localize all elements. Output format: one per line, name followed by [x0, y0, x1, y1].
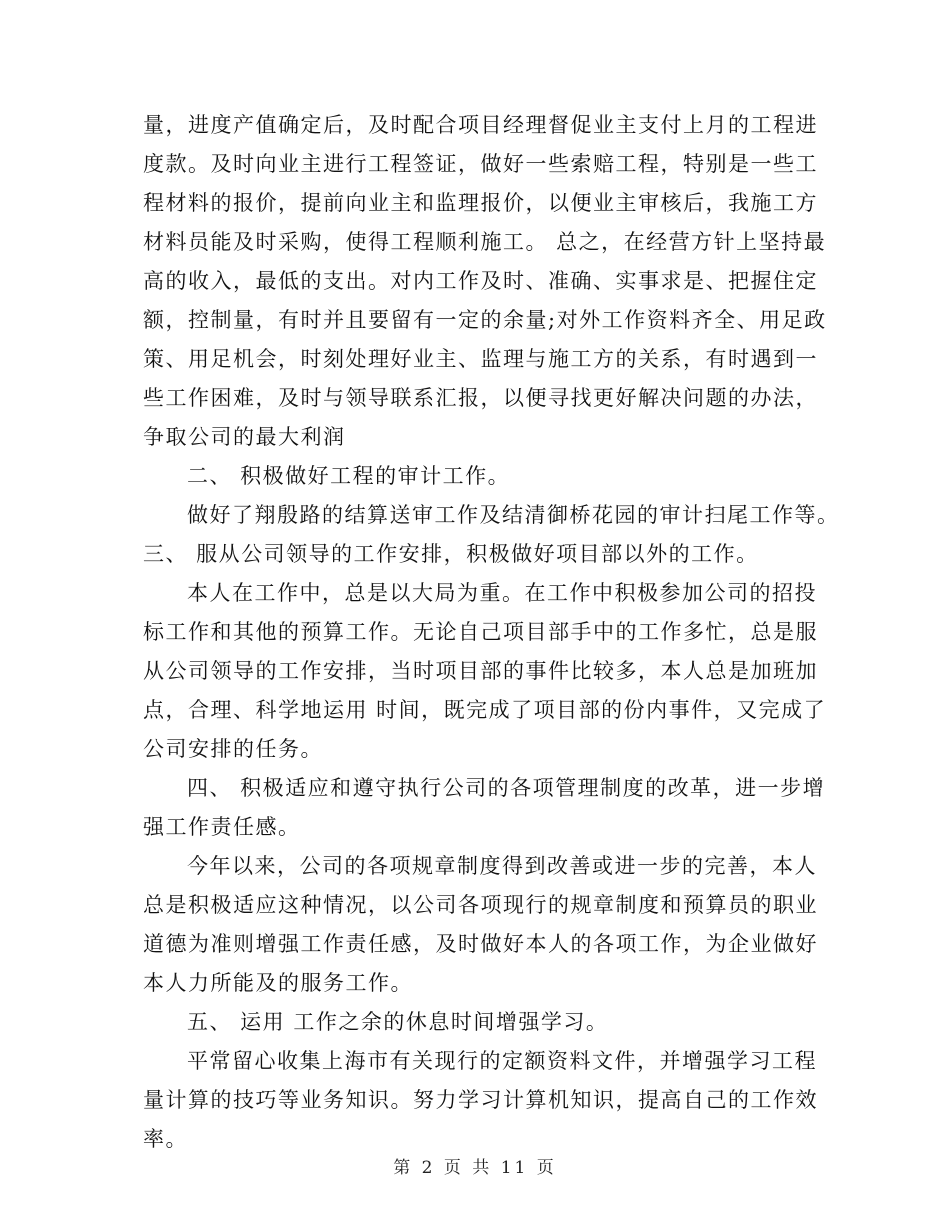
text-line: 四、 积极适应和遵守执行公司的各项管理制度的改革，进一步增: [187, 776, 826, 800]
text-line: 总是积极适应这种情况，以公司各项现行的规章制度和预算员的职业: [143, 893, 818, 917]
text-line: 标工作和其他的预算工作。无论自己项目部手中的工作多忙，总是服: [143, 620, 818, 644]
text-line: 强工作责任感。: [143, 815, 301, 839]
text-line: 道德为准则增强工作责任感，及时做好本人的各项工作，为企业做好: [143, 932, 818, 956]
text-line: 材料员能及时采购，使得工程顺利施工。 总之，在经营方针上坚持最: [143, 230, 827, 254]
text-line: 做好了翔殷路的结算送审工作及结清御桥花园的审计扫尾工作等。: [187, 503, 840, 527]
text-line: 点，合理、科学地运用 时间，既完成了项目部的份内事件，又完成了: [143, 698, 827, 722]
text-line: 量，进度产值确定后，及时配合项目经理督促业主支付上月的工程进: [143, 113, 818, 137]
text-line: 些工作困难，及时与领导联系汇报，以便寻找更好解决问题的办法，: [143, 386, 818, 410]
text-line: 量计算的技巧等业务知识。努力学习计算机知识，提高自己的工作效: [143, 1088, 818, 1112]
text-line: 二、 积极做好工程的审计工作。: [187, 464, 511, 488]
text-line: 本人在工作中，总是以大局为重。在工作中积极参加公司的招投: [187, 581, 817, 605]
document-body: [143, 106, 840, 1159]
text-line: 争取公司的最大利润: [143, 425, 346, 449]
text-line: 度款。及时向业主进行工程签证，做好一些索赔工程，特别是一些工: [143, 152, 818, 176]
text-line: 高的收入，最低的支出。对内工作及时、准确、实事求是、把握住定: [143, 269, 818, 293]
text-line: 三、 服从公司领导的工作安排，积极做好项目部以外的工作。: [143, 542, 759, 566]
text-line: 从公司领导的工作安排，当时项目部的事件比较多，本人总是加班加: [143, 659, 818, 683]
text-line: 策、用足机会，时刻处理好业主、监理与施工方的关系，有时遇到一: [143, 347, 818, 371]
text-line: 平常留心收集上海市有关现行的定额资料文件，并增强学习工程: [187, 1049, 817, 1073]
text-line: 今年以来，公司的各项规章制度得到改善或进一步的完善，本人: [187, 854, 817, 878]
page-footer: 第 2 页 共 11 页: [393, 1158, 557, 1178]
text-line: 额，控制量，有时并且要留有一定的余量;对外工作资料齐全、用足政: [143, 308, 827, 332]
text-line: 五、 运用 工作之余的休息时间增强学习。: [187, 1010, 609, 1034]
text-line: 程材料的报价，提前向业主和监理报价，以便业主审核后，我施工方: [143, 191, 818, 215]
text-line: 公司安排的任务。: [143, 737, 323, 761]
text-line: 率。: [143, 1127, 188, 1151]
text-line: 本人力所能及的服务工作。: [143, 971, 413, 995]
